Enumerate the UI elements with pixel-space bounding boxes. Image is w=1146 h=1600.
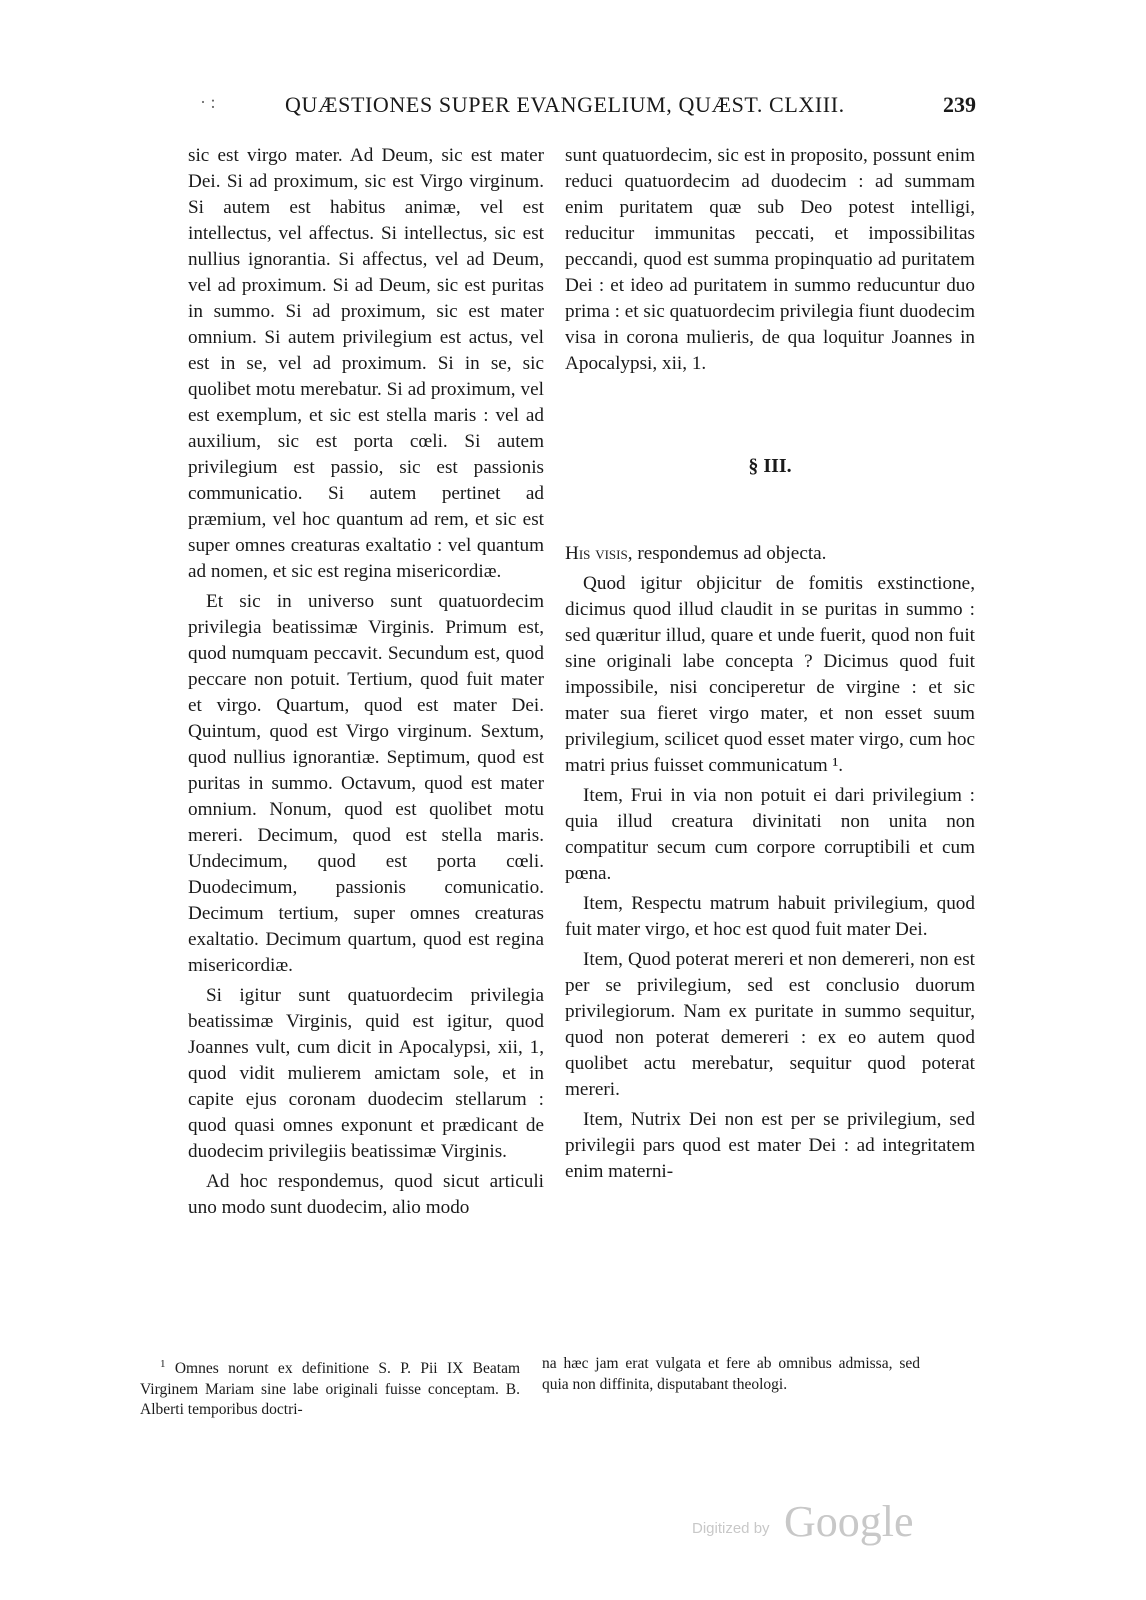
margin-marks: · :: [200, 92, 216, 112]
paragraph: sunt quatuordecim, sic est in proposito, possunt enim reduci quatuordecim ad duodecim : ad summam enim puritatem quæ sub Deo potest intelligi, reducitur immunitas peccati, et impossibilitas peccandi, quod est summa propinquatio ad puritatem Dei : et ideo ad puritatem in summo reducuntur duo prima : et sic quatuordecim privilegia fiunt duodecim visa in corona mulieris, de qua loquitur Joannes in Apocalypsi, xii, 1.: [565, 145, 975, 374]
footnote-text: Omnes norunt ex definitione S. P. Pii IX Beatam Virginem Mariam sine labe originali fuisse conceptam. B. Alberti temporibus doctri-: [140, 1360, 521, 1419]
watermark-caption: Digitized by: [692, 1520, 770, 1537]
smallcaps-lead: His visis,: [565, 543, 633, 564]
footnote-marker: 1: [160, 1358, 166, 1370]
running-header: [190, 92, 980, 122]
footnote-left: [140, 1354, 520, 1421]
footnote-right: na hæc jam erat vulgata et fere ab omnibus admissa, sed quia non diffinita, disputabant theologi.: [542, 1355, 920, 1393]
digitized-watermark: [692, 1496, 932, 1546]
paragraph: Item, Respectu matrum habuit privilegium, quod fuit mater virgo, et hoc est quod fuit mater Dei.: [565, 893, 975, 940]
google-logo: Google: [784, 1497, 914, 1546]
paragraph: Quod igitur objicitur de fomitis exstinctione, dicimus quod illud claudit in se puritas in summo : sed quæritur illud, quare et unde fuerit, quod non fuit sine originali labe concepta ? Dicimus quod fuit impossibile, nisi conciperetur de virgine : et sic mater sua fieret virgo mater, et non esset suum privilegium, scilicet quod esset mater virgo, cum hoc matri prius fuisset communicatum ¹.: [565, 573, 975, 776]
paragraph: Si igitur sunt quatuordecim privilegia beatissimæ Virginis, quid est igitur, quod Joannes vult, cum dicit in Apocalypsi, xii, 1, quod vidit mulierem amictam sole, et in capite ejus coronam duodecim stellarum : quod quasi omnes exponunt et prædicant de duodecim privilegiis beatissimæ Virginis.: [188, 985, 544, 1162]
paragraph: Item, Nutrix Dei non est per se privilegium, sed privilegii pars quod est mater Dei : ad integritatem enim materni-: [565, 1109, 975, 1182]
paragraph: Ad hoc respondemus, quod sicut articuli uno modo sunt duodecim, alio modo: [188, 1171, 544, 1218]
paragraph: sic est virgo mater. Ad Deum, sic est mater Dei. Si ad proximum, sic est Virgo virginum. Si autem est habitus animæ, vel est intellectus, vel affectus. Si intellectus, sic est nullius ignorantia. Si affectus, vel ad Deum, vel ad proximum. Si ad Deum, sic est puritas in summo. Si ad proximum, sic est mater omnium. Si autem privilegium est actus, vel est in se, vel ad proximum. Si in se, sic quolibet motu merebatur. Si ad proximum, vel est exemplum, et sic est stella maris : vel ad auxilium, sic est porta cœli. Si autem privilegium est passio, sic est passionis communicatio. Si autem pertinet ad præmium, vel hoc quantum ad rem, et sic est super omnes creaturas exaltatio : vel quantum ad nomen, et sic est regina misericordiæ.: [188, 145, 544, 582]
left-column: [188, 143, 544, 1221]
running-title: QUÆSTIONES SUPER EVANGELIUM, QUÆST. CLXIII.: [285, 92, 845, 117]
paragraph: Item, Frui in via non potuit ei dari privilegium : quia illud creatura divinitati non unita non compatitur secum cum corpore corruptibili et cum pœna.: [565, 785, 975, 884]
page-number: 239: [943, 92, 976, 117]
opening-text: respondemus ad objecta.: [632, 543, 827, 564]
paragraph: Et sic in universo sunt quatuordecim privilegia beatissimæ Virginis. Primum est, quod numquam peccavit. Secundum est, quod peccare non potuit. Tertium, quod fuit mater et virgo. Quartum, quod est mater Dei. Quintum, quod est Virgo virginum. Sextum, quod nullius ignorantiæ. Septimum, quod est puritas in summo. Octavum, quod est mater omnium. Nonum, quod est quolibet motu mereri. Decimum, quod est stella maris. Undecimum, quod est porta cœli. Duodecimum, passionis comunicatio. Decimum tertium, super omnes creaturas exaltatio. Decimum quartum, quod est regina misericordiæ.: [188, 591, 544, 976]
right-column: [565, 143, 975, 1185]
opening-paragraph: [565, 541, 975, 567]
section-heading: § III.: [748, 455, 792, 477]
paragraph: Item, Quod poterat mereri et non demereri, non est per se privilegium, sed est conclusio duorum privilegiorum. Nam ex puritate in summo sequitur, quod non poterat demereri : ex eo autem quod quolibet actu merebatur, sequitur quod poterat mereri.: [565, 949, 975, 1100]
